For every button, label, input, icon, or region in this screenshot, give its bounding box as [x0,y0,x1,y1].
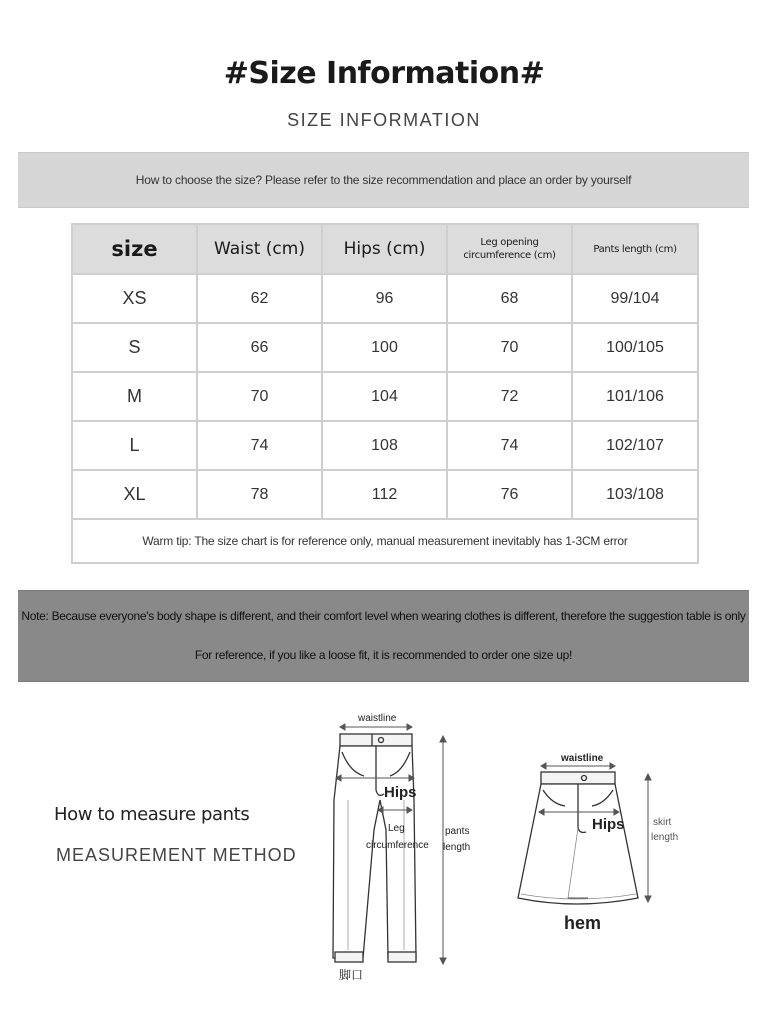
cell-pants-length: 101/106 [572,372,698,421]
cell-size: XS [72,274,197,323]
measure-title: How to measure pants [54,804,250,825]
cell-waist: 62 [197,274,322,323]
column-header-hips: Hips (cm) [322,224,447,274]
column-header-leg-opening: Leg opening circumference (cm) [447,224,572,274]
cell-size: S [72,323,197,372]
cell-leg-opening: 72 [447,372,572,421]
cell-pants-length: 103/108 [572,470,698,519]
skirt-illustration [518,772,638,904]
cell-size: L [72,421,197,470]
pants-waistline-label: waistline [358,713,397,724]
cell-hips: 112 [322,470,447,519]
pants-cuff-label: 脚口 [339,968,364,982]
page-subtitle: SIZE INFORMATION [287,110,481,130]
cell-waist: 66 [197,323,322,372]
page-title: #Size Information# [223,56,545,91]
size-guide-text: How to choose the size? Please refer to the size recommendation and place an order by yourself [135,173,632,187]
cell-hips: 100 [322,323,447,372]
note-line-1: Note: Because everyone's body shape is different, and their comfort level when wearing clothes is different, therefore the suggestion table is only [21,609,746,623]
column-header-size: size [72,224,197,274]
cell-pants-length: 102/107 [572,421,698,470]
cell-hips: 96 [322,274,447,323]
pants-hips-label: Hips [384,784,417,801]
cell-leg-opening: 74 [447,421,572,470]
cell-hips: 104 [322,372,447,421]
note-line-2: For reference, if you like a loose fit, it is recommended to order one size up! [194,648,573,662]
cell-pants-length: 100/105 [572,323,698,372]
pants-length-label-2: length [443,842,471,853]
skirt-length-label-1: skirt [653,817,672,828]
cell-size: XL [72,470,197,519]
skirt-length-label-2: length [651,832,679,843]
skirt-hem-label: hem [564,913,602,933]
cell-pants-length: 99/104 [572,274,698,323]
pants-leg-label-2: circumference [366,840,429,851]
column-header-pants-length: Pants length (cm) [572,224,698,274]
cell-hips: 108 [322,421,447,470]
skirt-hips-label: Hips [592,816,625,833]
cell-waist: 78 [197,470,322,519]
pants-length-label-1: pants [445,826,470,837]
cell-leg-opening: 76 [447,470,572,519]
table-tip: Warm tip: The size chart is for reference only, manual measurement inevitably has 1-3CM error [72,519,698,563]
pants-leg-label-1: Leg [388,823,405,834]
measure-subtitle: MEASUREMENT METHOD [56,845,297,865]
cell-waist: 70 [197,372,322,421]
column-header-waist: Waist (cm) [197,224,322,274]
cell-waist: 74 [197,421,322,470]
cell-leg-opening: 70 [447,323,572,372]
skirt-waistline-label: waistline [561,753,604,764]
cell-leg-opening: 68 [447,274,572,323]
cell-size: M [72,372,197,421]
